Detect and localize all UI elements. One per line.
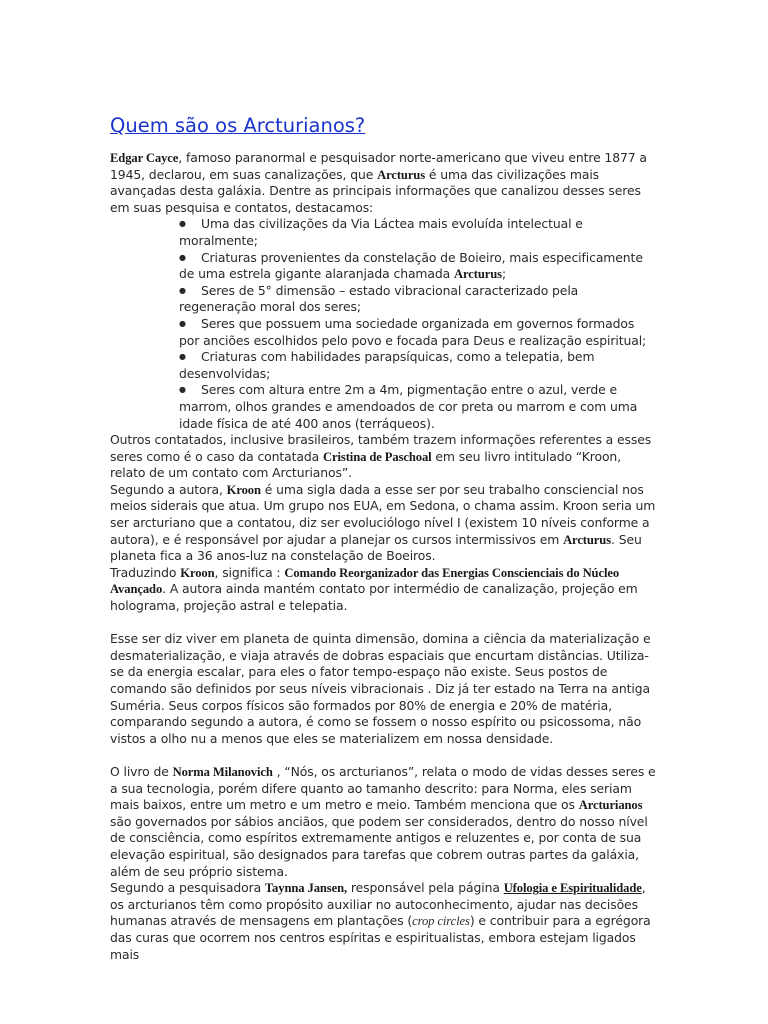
bold-name-cristina: Cristina de Paschoal [323,449,432,464]
paragraph-traduzindo: Traduzindo Kroon, significa : Comando Reorganizador das Energias Conscienciais do Núcleo Avançado. A autora ainda mantém contato por intermédio de canalização, projeção em holograma, projeção astral e telepatia. [110,564,638,614]
bullet-icon: ● [179,285,186,295]
bold-arcturus: Arcturus [377,167,426,182]
paragraph-norma: O livro de Norma Milanovich , “Nós, os arcturianos”, relata o modo de vidas desses seres e a sua tecnologia, porém difere quanto ao tamanho descrito: para Norma, eles seriam mais baixos, entre um metro e um metro e meio. Também menciona que os Arcturianos são governados por sábios anciãos, que podem ser considerados, dentro do nosso nível de consciência, como espíritos extremamente antigos e reluzentes e, por conta de sua elevação espiritual, são designados para tarefas que cobrem outras partes da galáxia, além de seu próprio sistema. [110,763,656,879]
list-item: ● Criaturas provenientes da constelação de Boieiro, mais especificamente de uma estrela gigante alaranjada chamada Arcturus; [179,249,643,282]
bullet-icon: ● [179,385,186,395]
list-item: ● Seres com altura entre 2m a 4m, pigmentação entre o azul, verde e marrom, olhos grandes e amendoados de cor preta ou marrom e com uma idade física de até 400 anos (terráqueos). [179,382,638,431]
list-item: ● Uma das civilizações da Via Láctea mais evoluída intelectual e moralmente; [179,216,583,248]
paragraph-intro: Edgar Cayce, famoso paranormal e pesquisador norte-americano que viveu entre 1877 a 1945, declarou, em suas canalizações, que Arcturus é uma das civilizações mais avançadas desta galáxia. Dentre as principais informações que canalizou desses seres em suas pesquisa e contatos, destacamos: [110,150,647,215]
bullet-icon: ● [179,219,186,229]
paragraph-spacer [110,747,658,764]
paragraph-kroon: Segundo a autora, Kroon é uma sigla dada a esse ser por seu trabalho consciencial nos meios siderais que atua. Um grupo nos EUA, em Sedona, o chama assim. Kroon seria um ser arcturiano que a contatou, diz ser evoluciólogo nível I (existem 10 níveis conforme a autora), e é responsável por ajudar a planejar os cursos intermissivos em Arcturus. Seu planeta fica a 36 anos-luz na constelação de Boeiros. [110,481,656,564]
paragraph-quinta-dimensao: Esse ser diz viver em planeta de quinta dimensão, domina a ciência da materialização e desmaterialização, e viaja através de dobras espaciais que encurtam distâncias. Utiliza-se da energia escalar, para eles o fator tempo-espaço não existe. Seus postos de comando são definidos por seus níveis vibracionais . Diz já ter estado na Terra na antiga Suméria. Seus corpos físicos são formados por 80% de energia e 20% de matéria, comparando segundo a autora, é como se fossem o nosso espírito ou psicossoma, não vistos a olho nu a menos que eles se materializem em nossa densidade. [110,631,651,746]
paragraph-taynna: Segundo a pesquisadora Taynna Jansen, responsável pela página Ufologia e Espiritualidade, os arcturianos têm como propósito auxiliar no autoconhecimento, ajudar nas decisões humanas através de mensagens em plantações (crop circles) e contribuir para a egrégora das curas que ocorrem nos centros espíritas e espiritualistas, embora estejam ligados mais [110,880,651,962]
list-item: ● Seres de 5° dimensão – estado vibracional caracterizado pela regeneração moral dos seres; [179,282,579,315]
paragraph-contatados: Outros contatados, inclusive brasileiros, também trazem informações referentes a esses seres como é o caso da contatada Cristina de Paschoal em seu livro intitulado “Kroon, relato de um contato com Arcturianos”. [110,432,652,481]
article-body [110,113,658,963]
bold-name-norma: Norma Milanovich [172,764,273,779]
bullet-icon: ● [179,352,186,362]
bullet-icon: ● [179,252,186,262]
list-item: ● Criaturas com habilidades parapsíquicas, como a telepatia, bem desenvolvidas; [179,349,595,381]
paragraph-spacer [110,615,658,632]
link-ufologia-espiritualidade[interactable]: Ufologia e Espiritualidade [503,881,642,896]
bullet-list [110,216,658,432]
bold-name-edgar-cayce: Edgar Cayce [110,151,179,165]
page-title[interactable]: Quem são os Arcturianos? [110,114,366,137]
list-item: ● Seres que possuem uma sociedade organizada em governos formados por anciões escolhidos pelo povo e focada para Deus e realização espiritual; [179,315,647,348]
bold-name-taynna: Taynna Jansen, [264,881,348,896]
bullet-icon: ● [179,318,186,328]
